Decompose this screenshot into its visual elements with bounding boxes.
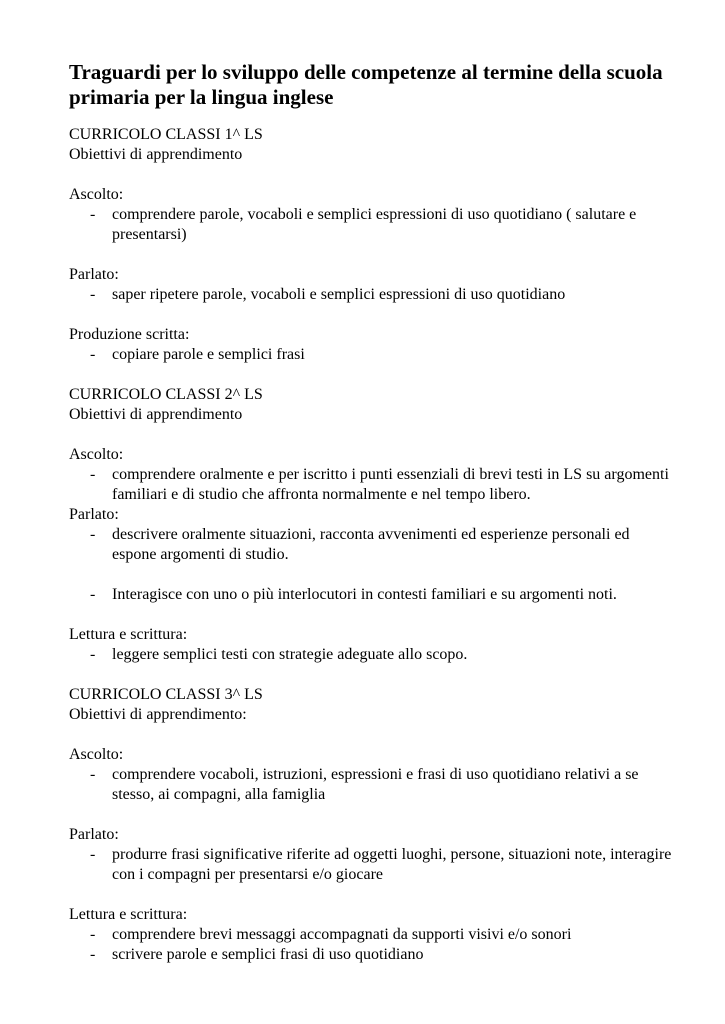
block-label: Parlato:: [69, 266, 119, 283]
section-subheading: Obiettivi di apprendimento: [69, 406, 243, 423]
objective-list: [69, 465, 675, 505]
block-label: Ascolto:: [69, 186, 124, 203]
section-subheading: Obiettivi di apprendimento:: [69, 706, 247, 723]
dash-bullet: -: [90, 346, 96, 363]
objective-item: [69, 525, 675, 565]
objective-item: [69, 465, 675, 505]
objective-text: comprendere parole, vocaboli e semplici espressioni di uso quotidiano ( salutare e presentarsi): [112, 206, 637, 243]
section-heading: CURRICOLO CLASSI 1^ LS: [69, 126, 263, 143]
objective-list: [69, 285, 675, 305]
objective-text: Interagisce con uno o più interlocutori in contesti familiari e su argomenti noti.: [112, 586, 617, 603]
objective-item: [69, 645, 675, 665]
objective-item: [69, 585, 675, 605]
objective-item: [69, 345, 675, 365]
objective-item: [69, 285, 675, 305]
objective-list: [69, 845, 675, 885]
objective-list: [69, 585, 675, 605]
objective-list: [69, 925, 675, 965]
objective-text: saper ripetere parole, vocaboli e semplici espressioni di uso quotidiano: [112, 286, 566, 303]
objective-item: [69, 765, 675, 805]
block-label: Lettura e scrittura:: [69, 626, 188, 643]
objective-item: [69, 205, 675, 245]
block-label: Lettura e scrittura:: [69, 906, 188, 923]
dash-bullet: -: [90, 766, 96, 783]
dash-bullet: -: [90, 206, 96, 223]
objective-text: leggere semplici testi con strategie adeguate allo scopo.: [112, 646, 468, 663]
objective-text: copiare parole e semplici frasi: [112, 346, 305, 363]
objective-list: [69, 765, 675, 805]
section-classe-2: [69, 385, 675, 665]
dash-bullet: -: [90, 926, 96, 943]
block-label: Ascolto:: [69, 446, 124, 463]
dash-bullet: -: [90, 646, 96, 663]
block-label: Parlato:: [69, 506, 119, 523]
dash-bullet: -: [90, 846, 96, 863]
section-classe-1: [69, 125, 675, 365]
objective-list: [69, 645, 675, 665]
block-label: Produzione scritta:: [69, 326, 190, 343]
objective-text: produrre frasi significative riferite ad oggetti luoghi, persone, situazioni note, interagire con i compagni per presentarsi e/o giocare: [112, 846, 672, 883]
dash-bullet: -: [90, 466, 96, 483]
objective-list: [69, 205, 675, 245]
objective-item: [69, 845, 675, 885]
section-heading: CURRICOLO CLASSI 3^ LS: [69, 686, 263, 703]
dash-bullet: -: [90, 586, 96, 603]
section-classe-3: [69, 685, 675, 965]
objective-text: comprendere brevi messaggi accompagnati da supporti visivi e/o sonori: [112, 926, 572, 943]
objective-list: [69, 345, 675, 365]
objective-text: comprendere vocaboli, istruzioni, espressioni e frasi di uso quotidiano relativi a se stesso, ai compagni, alla famiglia: [112, 766, 639, 803]
objective-text: scrivere parole e semplici frasi di uso quotidiano: [112, 946, 424, 963]
section-subheading: Obiettivi di apprendimento: [69, 146, 243, 163]
objective-item: [69, 945, 675, 965]
section-heading: CURRICOLO CLASSI 2^ LS: [69, 386, 263, 403]
objective-text: comprendere oralmente e per iscritto i punti essenziali di brevi testi in LS su argomenti familiari e di studio che affronta normalmente e nel tempo libero.: [112, 466, 669, 503]
dash-bullet: -: [90, 286, 96, 303]
dash-bullet: -: [90, 526, 96, 543]
block-label: Ascolto:: [69, 746, 124, 763]
objective-text: descrivere oralmente situazioni, racconta avvenimenti ed esperienze personali ed espone argomenti di studio.: [112, 526, 630, 563]
objective-list: [69, 525, 675, 565]
objective-item: [69, 925, 675, 945]
dash-bullet: -: [90, 946, 96, 963]
document-title: Traguardi per lo sviluppo delle competenze al termine della scuola primaria per la lingua inglese: [69, 60, 663, 109]
block-label: Parlato:: [69, 826, 119, 843]
